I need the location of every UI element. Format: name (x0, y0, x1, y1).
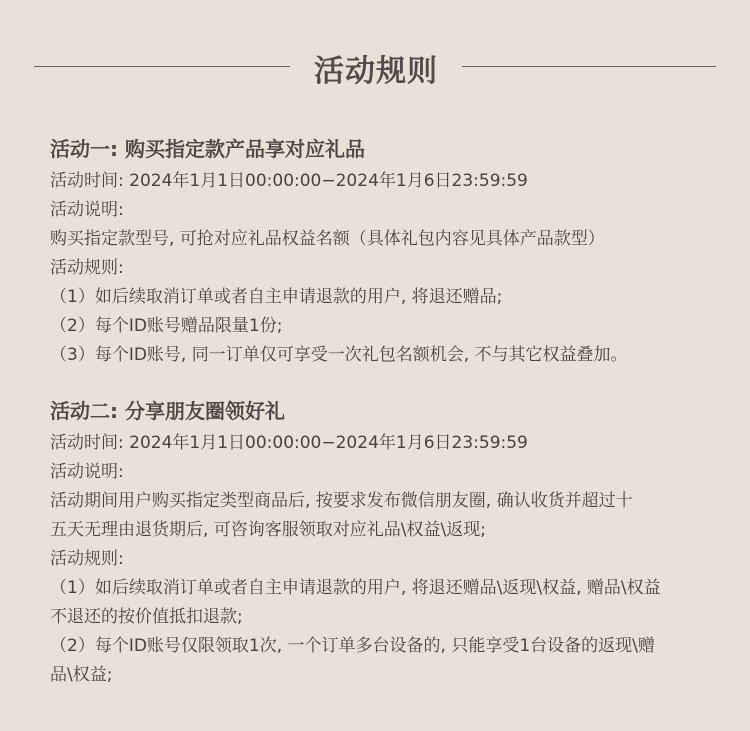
activity-1-time: 活动时间: 2024年1月1日00:00:00−2024年1月6日23:59:59 (50, 171, 528, 191)
header-divider-left (34, 66, 290, 67)
activity-2-desc-line-2: 五天无理由退货期后, 可咨询客服领取对应礼品\权益\返现; (50, 520, 486, 540)
activity-2-section (50, 396, 710, 690)
activity-1-desc-label: 活动说明: (50, 200, 124, 220)
page-header (0, 40, 750, 96)
activity-1-section (50, 134, 710, 370)
activity-2-rule-2-line-2: 品\权益; (50, 665, 113, 685)
activity-1-rule-2: （2）每个ID账号赠品限量1份; (50, 316, 283, 336)
rules-content (50, 134, 710, 690)
activity-1-desc: 购买指定款型号, 可抢对应礼品权益名额（具体礼包内容见具体产品款型） (50, 229, 605, 249)
activity-2-title: 活动二: 分享朋友圈领好礼 (50, 399, 285, 423)
activity-2-time: 活动时间: 2024年1月1日00:00:00−2024年1月6日23:59:59 (50, 433, 528, 453)
activity-1-rules-label: 活动规则: (50, 258, 124, 278)
page-title: 活动规则 (314, 54, 438, 89)
activity-2-desc-label: 活动说明: (50, 462, 124, 482)
activity-1-rule-3: （3）每个ID账号, 同一订单仅可享受一次礼包名额机会, 不与其它权益叠加。 (50, 345, 628, 365)
activity-2-rule-2-line-1: （2）每个ID账号仅限领取1次, 一个订单多台设备的, 只能享受1台设备的返现\赠 (50, 636, 655, 656)
activity-2-rule-1-line-2: 不退还的按价值抵扣退款; (50, 607, 243, 627)
header-divider-right (462, 66, 716, 67)
activity-2-rule-1-line-1: （1）如后续取消订单或者自主申请退款的用户, 将退还赠品\返现\权益, 赠品\权益 (50, 578, 661, 598)
activity-1-rule-1: （1）如后续取消订单或者自主申请退款的用户, 将退还赠品; (50, 287, 503, 307)
activity-2-desc-line-1: 活动期间用户购买指定类型商品后, 按要求发布微信朋友圈, 确认收货并超过十 (50, 491, 633, 511)
activity-1-title: 活动一: 购买指定款产品享对应礼品 (50, 137, 365, 161)
activity-2-rules-label: 活动规则: (50, 549, 124, 569)
